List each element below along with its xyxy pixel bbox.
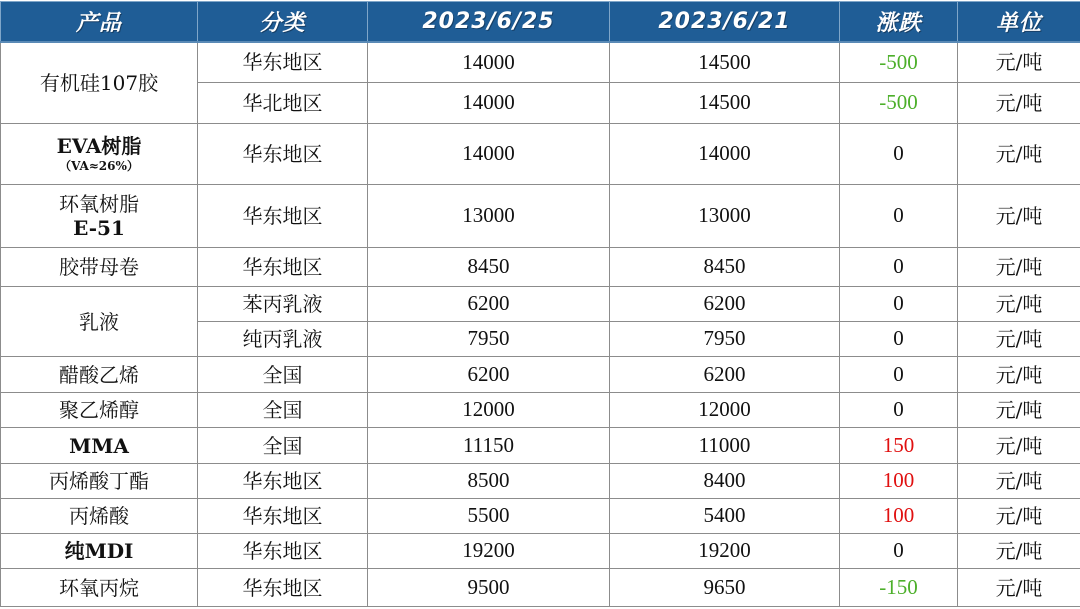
- category-cell: 苯丙乳液: [198, 287, 368, 322]
- value-date-2: 7950: [610, 322, 840, 357]
- value-date-2: 12000: [610, 393, 840, 428]
- value-date-1: 8450: [368, 248, 610, 287]
- category-cell: 全国: [198, 428, 368, 464]
- value-date-1: 14000: [368, 83, 610, 124]
- value-date-2: 8400: [610, 464, 840, 499]
- table-row: [1, 42, 1080, 83]
- change-cell: 100: [840, 464, 958, 499]
- unit-cell: 元/吨: [958, 357, 1080, 393]
- change-cell: 0: [840, 248, 958, 287]
- value-date-1: 9500: [368, 569, 610, 607]
- category-cell: 华东地区: [198, 124, 368, 185]
- unit-cell: 元/吨: [958, 569, 1080, 607]
- table-row: [1, 499, 1080, 534]
- table-body: [1, 42, 1080, 607]
- change-cell: 0: [840, 185, 958, 248]
- table-row: [1, 287, 1080, 322]
- change-cell: 150: [840, 428, 958, 464]
- product-cell: 纯MDI: [1, 534, 198, 569]
- product-name: 环氧树脂: [59, 192, 139, 216]
- unit-cell: 元/吨: [958, 393, 1080, 428]
- header-row: [1, 2, 1080, 42]
- table-row: [1, 185, 1080, 248]
- unit-cell: 元/吨: [958, 499, 1080, 534]
- unit-cell: 元/吨: [958, 428, 1080, 464]
- table-row: [1, 248, 1080, 287]
- table-row: [1, 124, 1080, 185]
- category-cell: 华东地区: [198, 185, 368, 248]
- change-cell: 0: [840, 322, 958, 357]
- value-date-2: 6200: [610, 287, 840, 322]
- header-unit: 单位: [958, 2, 1080, 42]
- product-subtitle: （VA≈26%）: [1, 160, 197, 173]
- unit-cell: 元/吨: [958, 534, 1080, 569]
- table-row: [1, 534, 1080, 569]
- value-date-1: 19200: [368, 534, 610, 569]
- product-cell: [1, 185, 198, 248]
- change-cell: 100: [840, 499, 958, 534]
- value-date-2: 19200: [610, 534, 840, 569]
- value-date-2: 9650: [610, 569, 840, 607]
- value-date-1: 14000: [368, 124, 610, 185]
- category-cell: 华北地区: [198, 83, 368, 124]
- value-date-1: 12000: [368, 393, 610, 428]
- value-date-2: 11000: [610, 428, 840, 464]
- unit-cell: 元/吨: [958, 83, 1080, 124]
- change-cell: -150: [840, 569, 958, 607]
- value-date-1: 5500: [368, 499, 610, 534]
- header-product: 产品: [1, 2, 198, 42]
- category-cell: 华东地区: [198, 464, 368, 499]
- header-date-2: 2023/6/21: [610, 2, 840, 42]
- table-header: [1, 2, 1080, 42]
- unit-cell: 元/吨: [958, 287, 1080, 322]
- category-cell: 华东地区: [198, 499, 368, 534]
- category-cell: 华东地区: [198, 42, 368, 83]
- table-row: [1, 428, 1080, 464]
- product-cell: 胶带母卷: [1, 248, 198, 287]
- category-cell: 纯丙乳液: [198, 322, 368, 357]
- unit-cell: 元/吨: [958, 322, 1080, 357]
- change-cell: 0: [840, 287, 958, 322]
- price-table: [0, 1, 1080, 607]
- table-row: [1, 464, 1080, 499]
- product-subtitle: E-51: [73, 216, 125, 240]
- product-cell: 醋酸乙烯: [1, 357, 198, 393]
- category-cell: 华东地区: [198, 569, 368, 607]
- change-cell: -500: [840, 42, 958, 83]
- value-date-1: 6200: [368, 287, 610, 322]
- unit-cell: 元/吨: [958, 185, 1080, 248]
- product-cell: MMA: [1, 428, 198, 464]
- value-date-2: 8450: [610, 248, 840, 287]
- product-cell: 丙烯酸: [1, 499, 198, 534]
- unit-cell: 元/吨: [958, 42, 1080, 83]
- unit-cell: 元/吨: [958, 124, 1080, 185]
- value-date-2: 6200: [610, 357, 840, 393]
- product-cell: 乳液: [1, 287, 198, 357]
- change-cell: 0: [840, 534, 958, 569]
- change-cell: 0: [840, 357, 958, 393]
- header-change: 涨跌: [840, 2, 958, 42]
- product-cell: 环氧丙烷: [1, 569, 198, 607]
- category-cell: 华东地区: [198, 248, 368, 287]
- unit-cell: 元/吨: [958, 248, 1080, 287]
- value-date-1: 11150: [368, 428, 610, 464]
- value-date-1: 8500: [368, 464, 610, 499]
- category-cell: 全国: [198, 393, 368, 428]
- value-date-2: 14500: [610, 83, 840, 124]
- change-cell: 0: [840, 124, 958, 185]
- unit-cell: 元/吨: [958, 464, 1080, 499]
- value-date-1: 14000: [368, 42, 610, 83]
- value-date-2: 14500: [610, 42, 840, 83]
- value-date-1: 13000: [368, 185, 610, 248]
- value-date-2: 5400: [610, 499, 840, 534]
- change-cell: -500: [840, 83, 958, 124]
- category-cell: 全国: [198, 357, 368, 393]
- product-name: EVA树脂: [57, 134, 142, 158]
- table-row: [1, 357, 1080, 393]
- change-cell: 0: [840, 393, 958, 428]
- category-cell: 华东地区: [198, 534, 368, 569]
- value-date-2: 14000: [610, 124, 840, 185]
- product-cell: 丙烯酸丁酯: [1, 464, 198, 499]
- value-date-1: 6200: [368, 357, 610, 393]
- product-cell: 有机硅107胶: [1, 42, 198, 124]
- product-cell: 聚乙烯醇: [1, 393, 198, 428]
- table-row: [1, 569, 1080, 607]
- header-date-1: 2023/6/25: [368, 2, 610, 42]
- value-date-2: 13000: [610, 185, 840, 248]
- header-category: 分类: [198, 2, 368, 42]
- table-row: [1, 393, 1080, 428]
- value-date-1: 7950: [368, 322, 610, 357]
- product-cell: [1, 124, 198, 185]
